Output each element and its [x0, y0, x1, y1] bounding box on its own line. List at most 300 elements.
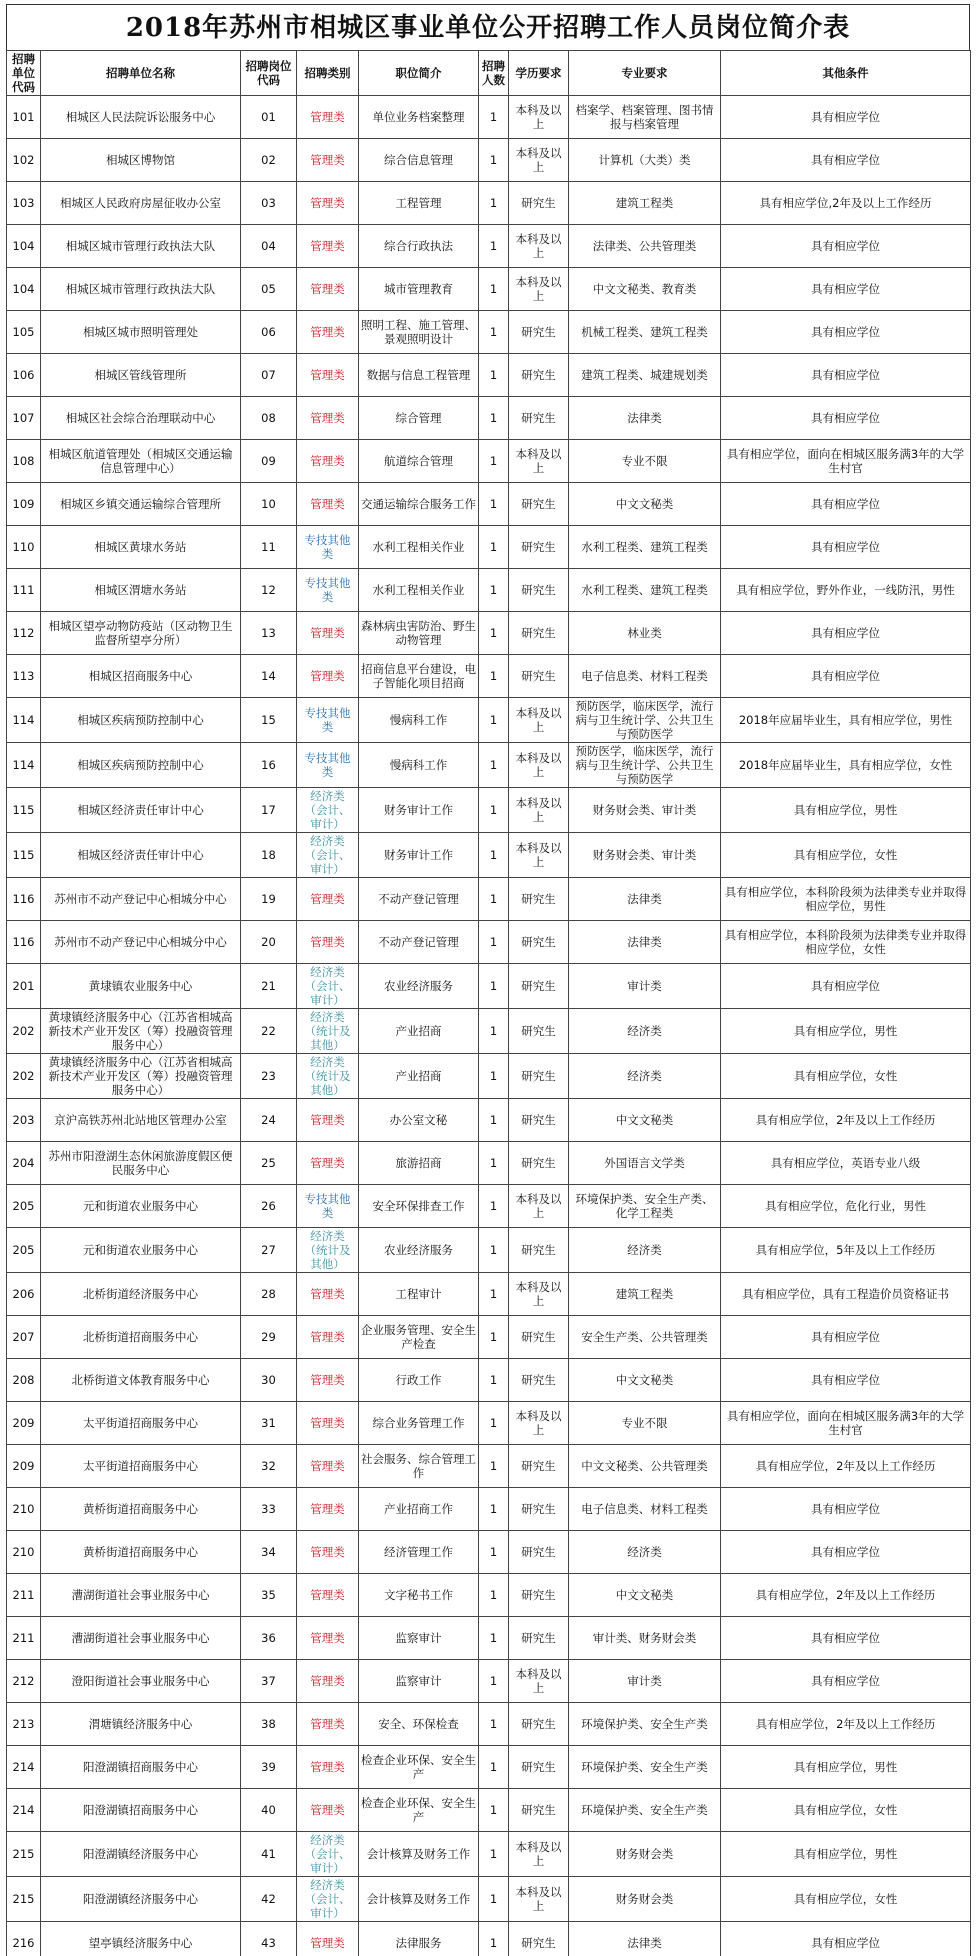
cell-job-desc: 企业服务管理、安全生产检查: [359, 1316, 479, 1359]
cell-unit-code: 108: [7, 440, 41, 483]
cell-unit-code: 210: [7, 1488, 41, 1531]
cell-other: 具有相应学位: [721, 1922, 971, 1956]
cell-education: 本科及以上: [509, 139, 569, 182]
cell-count: 1: [479, 1877, 509, 1922]
cell-unit-name: 太平街道招商服务中心: [41, 1445, 241, 1488]
cell-unit-code: 207: [7, 1316, 41, 1359]
cell-unit-code: 204: [7, 1142, 41, 1185]
cell-post-code: 13: [241, 612, 297, 655]
cell-education: 研究生: [509, 921, 569, 964]
cell-major: 经济类: [569, 1009, 721, 1054]
cell-unit-name: 相城区渭塘水务站: [41, 569, 241, 612]
cell-count: 1: [479, 1922, 509, 1956]
cell-unit-code: 216: [7, 1922, 41, 1956]
table-row: [7, 1142, 971, 1185]
cell-unit-name: 相城区经济责任审计中心: [41, 788, 241, 833]
table-row: [7, 526, 971, 569]
cell-other: 具有相应学位，2年及以上工作经历: [721, 1703, 971, 1746]
table-row: [7, 1832, 971, 1877]
table-row: [7, 1316, 971, 1359]
cell-job-desc: 水利工程相关作业: [359, 569, 479, 612]
cell-other: 具有相应学位，本科阶段须为法律类专业并取得相应学位，男性: [721, 878, 971, 921]
cell-count: 1: [479, 1359, 509, 1402]
cell-other: 具有相应学位，男性: [721, 1746, 971, 1789]
cell-count: 1: [479, 397, 509, 440]
cell-unit-code: 208: [7, 1359, 41, 1402]
table-row: [7, 96, 971, 139]
cell-category: 管理类: [297, 612, 359, 655]
cell-post-code: 33: [241, 1488, 297, 1531]
cell-job-desc: 产业招商: [359, 1054, 479, 1099]
cell-count: 1: [479, 354, 509, 397]
cell-job-desc: 工程审计: [359, 1273, 479, 1316]
cell-other: 2018年应届毕业生，具有相应学位，男性: [721, 698, 971, 743]
cell-education: 研究生: [509, 526, 569, 569]
cell-post-code: 21: [241, 964, 297, 1009]
cell-unit-name: 黄桥街道招商服务中心: [41, 1531, 241, 1574]
cell-other: 具有相应学位: [721, 139, 971, 182]
cell-unit-code: 214: [7, 1746, 41, 1789]
cell-major: 经济类: [569, 1531, 721, 1574]
table-row: [7, 225, 971, 268]
cell-job-desc: 综合管理: [359, 397, 479, 440]
cell-count: 1: [479, 483, 509, 526]
cell-major: 财务财会类: [569, 1832, 721, 1877]
cell-unit-name: 北桥街道经济服务中心: [41, 1273, 241, 1316]
header-job-desc: 职位简介: [359, 51, 479, 96]
cell-education: 本科及以上: [509, 788, 569, 833]
cell-post-code: 22: [241, 1009, 297, 1054]
cell-unit-code: 201: [7, 964, 41, 1009]
table-row: [7, 743, 971, 788]
cell-job-desc: 农业经济服务: [359, 964, 479, 1009]
cell-unit-code: 109: [7, 483, 41, 526]
cell-unit-code: 113: [7, 655, 41, 698]
cell-post-code: 12: [241, 569, 297, 612]
cell-post-code: 28: [241, 1273, 297, 1316]
cell-job-desc: 文字秘书工作: [359, 1574, 479, 1617]
table-row: [7, 1488, 971, 1531]
cell-unit-code: 206: [7, 1273, 41, 1316]
cell-post-code: 23: [241, 1054, 297, 1099]
cell-category: 管理类: [297, 268, 359, 311]
cell-education: 研究生: [509, 1316, 569, 1359]
cell-education: 研究生: [509, 878, 569, 921]
cell-unit-name: 相城区城市管理行政执法大队: [41, 225, 241, 268]
cell-other: 具有相应学位，具有工程造价员资格证书: [721, 1273, 971, 1316]
cell-job-desc: 法律服务: [359, 1922, 479, 1956]
cell-category: 专技其他类: [297, 526, 359, 569]
cell-job-desc: 检查企业环保、安全生产: [359, 1789, 479, 1832]
cell-other: 具有相应学位，面向在相城区服务满3年的大学生村官: [721, 1402, 971, 1445]
cell-unit-name: 相城区经济责任审计中心: [41, 833, 241, 878]
cell-count: 1: [479, 833, 509, 878]
table-row: [7, 1054, 971, 1099]
cell-category: 管理类: [297, 483, 359, 526]
cell-count: 1: [479, 788, 509, 833]
cell-other: 具有相应学位: [721, 1359, 971, 1402]
cell-category: 经济类（会计、审计）: [297, 833, 359, 878]
cell-count: 1: [479, 526, 509, 569]
cell-count: 1: [479, 1789, 509, 1832]
cell-unit-code: 102: [7, 139, 41, 182]
table-row: [7, 440, 971, 483]
cell-unit-name: 相城区黄埭水务站: [41, 526, 241, 569]
cell-post-code: 09: [241, 440, 297, 483]
table-row: [7, 1402, 971, 1445]
cell-post-code: 08: [241, 397, 297, 440]
cell-education: 研究生: [509, 1009, 569, 1054]
cell-unit-code: 215: [7, 1832, 41, 1877]
cell-unit-code: 209: [7, 1445, 41, 1488]
cell-post-code: 07: [241, 354, 297, 397]
cell-category: 经济类（会计、审计）: [297, 1832, 359, 1877]
cell-job-desc: 安全环保排查工作: [359, 1185, 479, 1228]
cell-major: 预防医学，临床医学，流行病与卫生统计学、公共卫生与预防医学: [569, 698, 721, 743]
cell-unit-code: 214: [7, 1789, 41, 1832]
cell-job-desc: 单位业务档案整理: [359, 96, 479, 139]
cell-education: 本科及以上: [509, 698, 569, 743]
table-row: [7, 788, 971, 833]
cell-education: 本科及以上: [509, 268, 569, 311]
cell-other: 具有相应学位，危化行业，男性: [721, 1185, 971, 1228]
cell-unit-name: 苏州市不动产登记中心相城分中心: [41, 921, 241, 964]
cell-other: 具有相应学位: [721, 964, 971, 1009]
table-row: [7, 1228, 971, 1273]
cell-major: 财务财会类、审计类: [569, 833, 721, 878]
cell-category: 管理类: [297, 96, 359, 139]
cell-category: 经济类（会计、审计）: [297, 964, 359, 1009]
cell-count: 1: [479, 1445, 509, 1488]
cell-other: 具有相应学位: [721, 655, 971, 698]
table-row: [7, 1660, 971, 1703]
cell-category: 管理类: [297, 1789, 359, 1832]
cell-post-code: 39: [241, 1746, 297, 1789]
cell-job-desc: 安全、环保检查: [359, 1703, 479, 1746]
cell-post-code: 25: [241, 1142, 297, 1185]
cell-post-code: 02: [241, 139, 297, 182]
cell-other: 具有相应学位，5年及以上工作经历: [721, 1228, 971, 1273]
cell-category: 管理类: [297, 1316, 359, 1359]
cell-education: 本科及以上: [509, 1185, 569, 1228]
cell-education: 研究生: [509, 1445, 569, 1488]
cell-other: 具有相应学位: [721, 311, 971, 354]
cell-category: 管理类: [297, 1531, 359, 1574]
cell-other: 具有相应学位: [721, 354, 971, 397]
cell-unit-code: 104: [7, 268, 41, 311]
cell-job-desc: 财务审计工作: [359, 788, 479, 833]
table-row: [7, 1617, 971, 1660]
cell-education: 研究生: [509, 1703, 569, 1746]
cell-count: 1: [479, 1009, 509, 1054]
cell-unit-name: 北桥街道文体教育服务中心: [41, 1359, 241, 1402]
cell-other: 具有相应学位，2年及以上工作经历: [721, 1445, 971, 1488]
cell-unit-code: 111: [7, 569, 41, 612]
cell-count: 1: [479, 440, 509, 483]
cell-category: 管理类: [297, 1922, 359, 1956]
cell-category: 经济类（会计、审计）: [297, 1877, 359, 1922]
cell-unit-name: 相城区城市管理行政执法大队: [41, 268, 241, 311]
cell-other: 具有相应学位: [721, 1531, 971, 1574]
cell-count: 1: [479, 1703, 509, 1746]
cell-other: 具有相应学位，面向在相城区服务满3年的大学生村官: [721, 440, 971, 483]
cell-unit-code: 115: [7, 833, 41, 878]
cell-count: 1: [479, 921, 509, 964]
cell-post-code: 36: [241, 1617, 297, 1660]
cell-unit-name: 北桥街道招商服务中心: [41, 1316, 241, 1359]
cell-major: 机械工程类、建筑工程类: [569, 311, 721, 354]
cell-other: 具有相应学位: [721, 1660, 971, 1703]
cell-post-code: 14: [241, 655, 297, 698]
cell-count: 1: [479, 1746, 509, 1789]
table-row: [7, 833, 971, 878]
table-row: [7, 655, 971, 698]
cell-unit-code: 107: [7, 397, 41, 440]
cell-post-code: 29: [241, 1316, 297, 1359]
cell-job-desc: 工程管理: [359, 182, 479, 225]
cell-major: 审计类: [569, 964, 721, 1009]
cell-unit-code: 205: [7, 1185, 41, 1228]
header-other: 其他条件: [721, 51, 971, 96]
cell-job-desc: 水利工程相关作业: [359, 526, 479, 569]
cell-count: 1: [479, 1185, 509, 1228]
cell-education: 研究生: [509, 612, 569, 655]
cell-unit-code: 213: [7, 1703, 41, 1746]
cell-job-desc: 产业招商工作: [359, 1488, 479, 1531]
cell-education: 本科及以上: [509, 440, 569, 483]
cell-unit-name: 相城区招商服务中心: [41, 655, 241, 698]
cell-unit-name: 相城区疾病预防控制中心: [41, 698, 241, 743]
table-row: [7, 1922, 971, 1956]
cell-unit-name: 相城区人民法院诉讼服务中心: [41, 96, 241, 139]
cell-unit-name: 澄阳街道社会事业服务中心: [41, 1660, 241, 1703]
cell-unit-name: 相城区疾病预防控制中心: [41, 743, 241, 788]
table-row: [7, 311, 971, 354]
cell-job-desc: 不动产登记管理: [359, 878, 479, 921]
table-row: [7, 1185, 971, 1228]
cell-count: 1: [479, 1099, 509, 1142]
cell-post-code: 42: [241, 1877, 297, 1922]
table-row: [7, 964, 971, 1009]
cell-count: 1: [479, 1531, 509, 1574]
cell-count: 1: [479, 225, 509, 268]
cell-education: 本科及以上: [509, 225, 569, 268]
table-row: [7, 268, 971, 311]
cell-count: 1: [479, 569, 509, 612]
cell-unit-code: 105: [7, 311, 41, 354]
cell-education: 研究生: [509, 354, 569, 397]
cell-unit-name: 相城区管线管理所: [41, 354, 241, 397]
cell-major: 法律类: [569, 921, 721, 964]
cell-unit-code: 115: [7, 788, 41, 833]
cell-major: 审计类、财务财会类: [569, 1617, 721, 1660]
cell-education: 研究生: [509, 1531, 569, 1574]
cell-unit-code: 112: [7, 612, 41, 655]
cell-count: 1: [479, 655, 509, 698]
table-row: [7, 1703, 971, 1746]
cell-unit-code: 103: [7, 182, 41, 225]
cell-major: 中文文秘类、教育类: [569, 268, 721, 311]
cell-post-code: 01: [241, 96, 297, 139]
cell-other: 具有相应学位: [721, 96, 971, 139]
cell-unit-code: 116: [7, 878, 41, 921]
cell-count: 1: [479, 1660, 509, 1703]
cell-category: 经济类（会计、审计）: [297, 788, 359, 833]
cell-unit-name: 太平街道招商服务中心: [41, 1402, 241, 1445]
cell-major: 中文文秘类: [569, 1574, 721, 1617]
cell-unit-name: 望亭镇经济服务中心: [41, 1922, 241, 1956]
cell-category: 专技其他类: [297, 743, 359, 788]
header-count: 招聘人数: [479, 51, 509, 96]
cell-post-code: 41: [241, 1832, 297, 1877]
cell-job-desc: 社会服务、综合管理工作: [359, 1445, 479, 1488]
cell-count: 1: [479, 1316, 509, 1359]
cell-other: 具有相应学位: [721, 397, 971, 440]
cell-job-desc: 旅游招商: [359, 1142, 479, 1185]
cell-education: 研究生: [509, 964, 569, 1009]
cell-other: 具有相应学位: [721, 1617, 971, 1660]
cell-post-code: 26: [241, 1185, 297, 1228]
cell-major: 中文文秘类: [569, 1359, 721, 1402]
cell-other: 具有相应学位，男性: [721, 788, 971, 833]
cell-education: 本科及以上: [509, 1402, 569, 1445]
cell-post-code: 27: [241, 1228, 297, 1273]
cell-major: 安全生产类、公共管理类: [569, 1316, 721, 1359]
table-row: [7, 1877, 971, 1922]
cell-unit-name: 阳澄湖镇经济服务中心: [41, 1877, 241, 1922]
cell-major: 环境保护类、安全生产类: [569, 1789, 721, 1832]
cell-count: 1: [479, 1574, 509, 1617]
cell-unit-name: 相城区城市照明管理处: [41, 311, 241, 354]
cell-other: 具有相应学位: [721, 268, 971, 311]
cell-post-code: 04: [241, 225, 297, 268]
cell-count: 1: [479, 139, 509, 182]
cell-count: 1: [479, 1488, 509, 1531]
cell-job-desc: 不动产登记管理: [359, 921, 479, 964]
table-row: [7, 1009, 971, 1054]
cell-unit-code: 110: [7, 526, 41, 569]
cell-category: 经济类（统计及其他）: [297, 1009, 359, 1054]
cell-other: 具有相应学位，女性: [721, 1789, 971, 1832]
cell-category: 管理类: [297, 1703, 359, 1746]
cell-count: 1: [479, 743, 509, 788]
cell-count: 1: [479, 964, 509, 1009]
table-row: [7, 1359, 971, 1402]
cell-job-desc: 农业经济服务: [359, 1228, 479, 1273]
cell-major: 建筑工程类、城建规划类: [569, 354, 721, 397]
cell-post-code: 34: [241, 1531, 297, 1574]
cell-other: 具有相应学位: [721, 225, 971, 268]
cell-count: 1: [479, 1054, 509, 1099]
cell-unit-code: 211: [7, 1617, 41, 1660]
header-post-code: 招聘岗位代码: [241, 51, 297, 96]
cell-unit-code: 104: [7, 225, 41, 268]
cell-job-desc: 综合信息管理: [359, 139, 479, 182]
cell-unit-name: 阳澄湖镇招商服务中心: [41, 1746, 241, 1789]
cell-education: 本科及以上: [509, 1832, 569, 1877]
cell-unit-code: 209: [7, 1402, 41, 1445]
cell-job-desc: 森林病虫害防治、野生动物管理: [359, 612, 479, 655]
table-row: [7, 354, 971, 397]
cell-post-code: 19: [241, 878, 297, 921]
cell-other: 2018年应届毕业生，具有相应学位，女性: [721, 743, 971, 788]
cell-unit-code: 205: [7, 1228, 41, 1273]
cell-major: 财务财会类: [569, 1877, 721, 1922]
cell-unit-name: 黄埭镇经济服务中心（江苏省相城高新技术产业开发区（筹）投融资管理服务中心）: [41, 1054, 241, 1099]
cell-other: 具有相应学位，英语专业八级: [721, 1142, 971, 1185]
cell-unit-name: 京沪高铁苏州北站地区管理办公室: [41, 1099, 241, 1142]
cell-category: 管理类: [297, 655, 359, 698]
page-title: 2018年苏州市相城区事业单位公开招聘工作人员岗位简介表: [6, 4, 970, 50]
cell-unit-name: 苏州市阳澄湖生态休闲旅游度假区便民服务中心: [41, 1142, 241, 1185]
cell-post-code: 10: [241, 483, 297, 526]
cell-category: 经济类（统计及其他）: [297, 1054, 359, 1099]
cell-education: 研究生: [509, 483, 569, 526]
cell-post-code: 32: [241, 1445, 297, 1488]
cell-education: 研究生: [509, 1922, 569, 1956]
cell-other: 具有相应学位，2年及以上工作经历: [721, 1099, 971, 1142]
cell-post-code: 31: [241, 1402, 297, 1445]
cell-job-desc: 会计核算及财务工作: [359, 1832, 479, 1877]
cell-other: 具有相应学位，女性: [721, 1877, 971, 1922]
cell-count: 1: [479, 1832, 509, 1877]
table-row: [7, 698, 971, 743]
cell-other: 具有相应学位，男性: [721, 1009, 971, 1054]
cell-education: 研究生: [509, 569, 569, 612]
cell-count: 1: [479, 878, 509, 921]
cell-unit-name: 元和街道农业服务中心: [41, 1228, 241, 1273]
cell-education: 研究生: [509, 1228, 569, 1273]
cell-post-code: 18: [241, 833, 297, 878]
cell-unit-name: 相城区航道管理处（相城区交通运输信息管理中心）: [41, 440, 241, 483]
cell-unit-name: 阳澄湖镇招商服务中心: [41, 1789, 241, 1832]
cell-major: 法律类: [569, 397, 721, 440]
cell-major: 法律类、公共管理类: [569, 225, 721, 268]
cell-education: 研究生: [509, 1789, 569, 1832]
cell-job-desc: 财务审计工作: [359, 833, 479, 878]
cell-major: 水利工程类、建筑工程类: [569, 526, 721, 569]
cell-count: 1: [479, 311, 509, 354]
cell-unit-code: 211: [7, 1574, 41, 1617]
cell-education: 本科及以上: [509, 1273, 569, 1316]
cell-major: 审计类: [569, 1660, 721, 1703]
cell-category: 管理类: [297, 311, 359, 354]
cell-category: 管理类: [297, 1359, 359, 1402]
header-row: [7, 51, 971, 96]
cell-category: 管理类: [297, 139, 359, 182]
cell-post-code: 17: [241, 788, 297, 833]
cell-major: 环境保护类、安全生产类、化学工程类: [569, 1185, 721, 1228]
cell-unit-name: 渭塘镇经济服务中心: [41, 1703, 241, 1746]
cell-major: 预防医学，临床医学，流行病与卫生统计学、公共卫生与预防医学: [569, 743, 721, 788]
cell-job-desc: 航道综合管理: [359, 440, 479, 483]
cell-category: 专技其他类: [297, 698, 359, 743]
cell-job-desc: 数据与信息工程管理: [359, 354, 479, 397]
table-row: [7, 483, 971, 526]
cell-unit-name: 黄埭镇经济服务中心（江苏省相城高新技术产业开发区（筹）投融资管理服务中心）: [41, 1009, 241, 1054]
cell-other: 具有相应学位: [721, 1488, 971, 1531]
cell-education: 研究生: [509, 1746, 569, 1789]
cell-unit-code: 212: [7, 1660, 41, 1703]
table-row: [7, 1746, 971, 1789]
table-row: [7, 921, 971, 964]
table-row: [7, 1099, 971, 1142]
cell-unit-code: 101: [7, 96, 41, 139]
cell-major: 中文文秘类、公共管理类: [569, 1445, 721, 1488]
cell-category: 管理类: [297, 1488, 359, 1531]
cell-unit-name: 黄桥街道招商服务中心: [41, 1488, 241, 1531]
cell-education: 本科及以上: [509, 1877, 569, 1922]
